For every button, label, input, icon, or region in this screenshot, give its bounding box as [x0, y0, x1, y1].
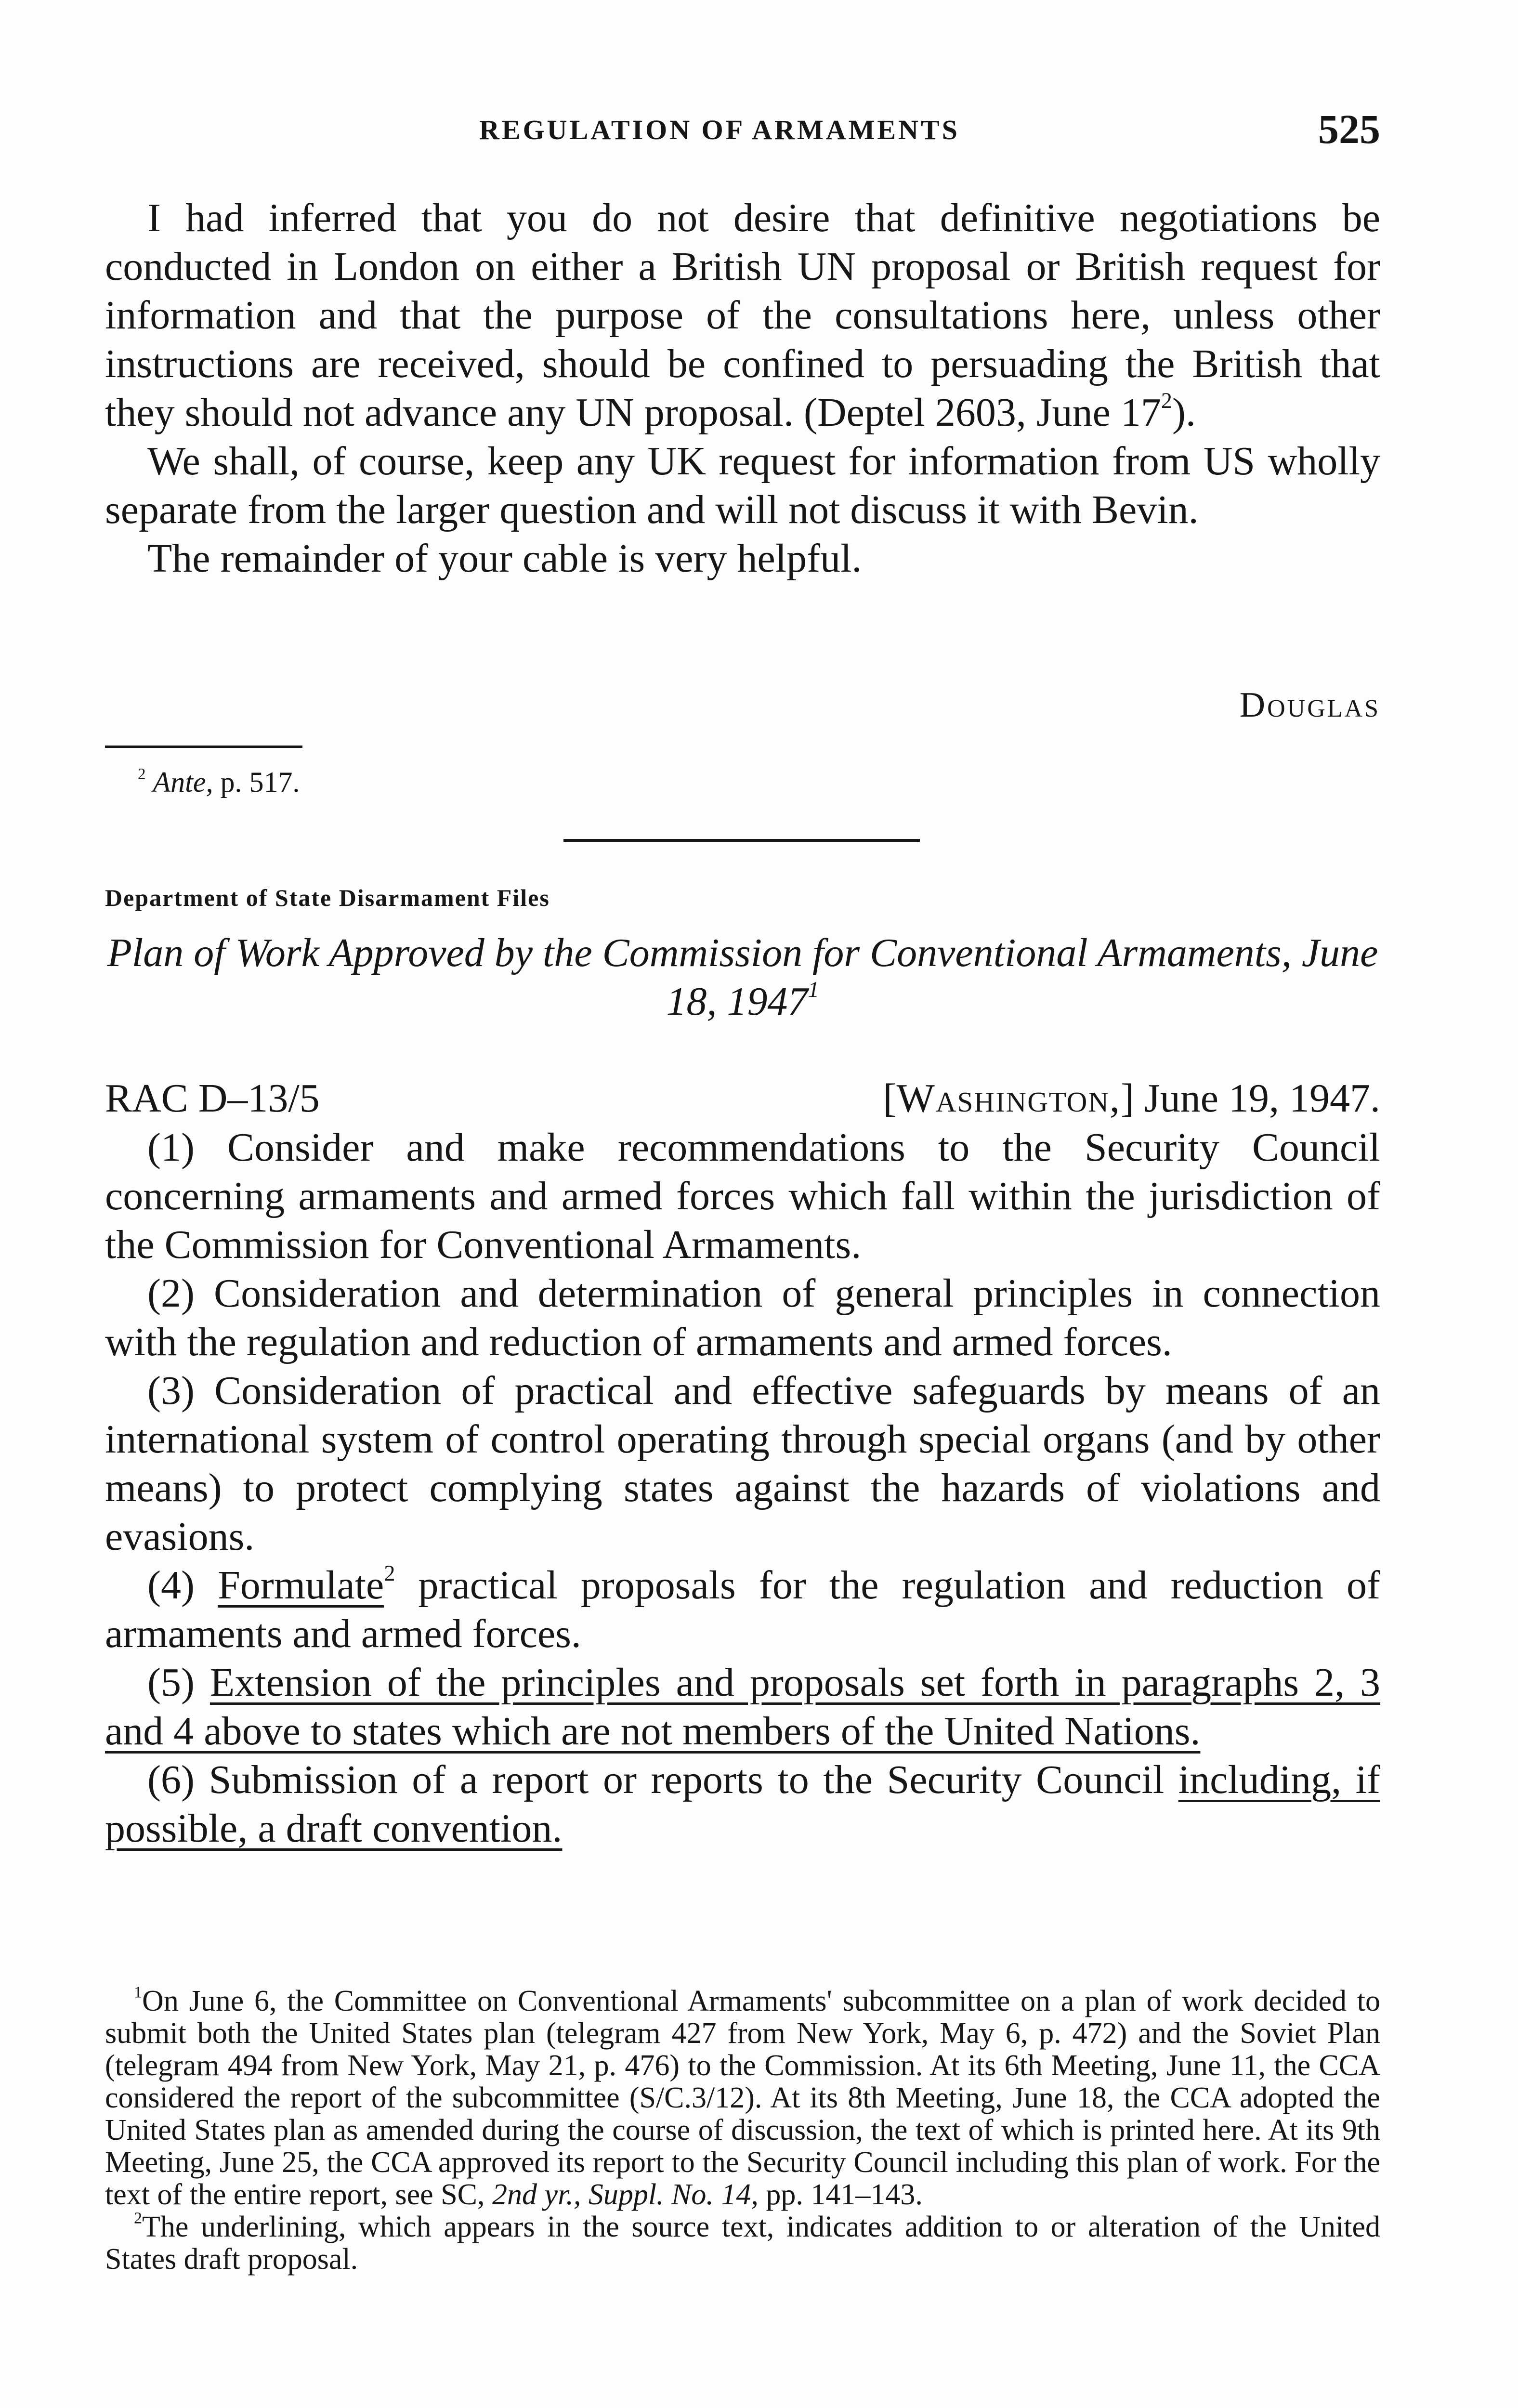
- page-number: 525: [1318, 106, 1380, 152]
- footnote-ante: $^2$ Ante, p. 517.: [138, 765, 300, 798]
- footnote-divider: [105, 746, 302, 748]
- plan-item-1: (1) Consider and make recommendations to the Security Council concerning armaments and armed forces which fall within the jurisdiction of the Commission for Conventional Armaments.: [105, 1125, 1381, 1267]
- footnote-2: $^2$The underlining, which appears in the source text, indicates addition to or alteration of the United States draft proposal.: [105, 2209, 1380, 2276]
- letter-paragraph-2: We shall, of course, keep any UK request for information from US wholly separate from the larger question and will not discuss it with Bevin.: [105, 439, 1380, 532]
- footnote-ref: 1: [808, 977, 819, 1002]
- plan-items: [105, 1123, 1380, 1853]
- document-dateline: [Washington,] June 19, 1947.: [883, 1076, 1380, 1121]
- plan-item-4: (4) Formulate$^2$ practical proposals for the regulation and reduction of armaments and armed forces.: [105, 1561, 1380, 1656]
- document-title: Plan of Work Approved by the Commission for Conventional Armaments, June 18, 1947$^1$: [107, 930, 1378, 1024]
- plan-item-6: (6) Submission of a report or reports to the Security Council including, if possible, a draft convention.: [105, 1757, 1381, 1851]
- plan-item-5: (5) Extension of the principles and proposals set forth in paragraphs 2, 3 and 4 above to states which are not members of the United Nations.: [105, 1660, 1381, 1754]
- signature: Douglas: [1239, 685, 1380, 725]
- letter-paragraph-1: I had inferred that you do not desire that definitive negotiations be conducted in London on either a British UN proposal or British request for information and that the purpose of the consultations here, unless other instructions are received, should be confined to persuading the British that they should not advance any UN proposal. (Deptel 2603, June $17^2$).: [105, 196, 1380, 435]
- source-line: Department of State Disarmament Files: [105, 884, 550, 911]
- section-divider: [563, 839, 920, 842]
- plan-item-2: (2) Consideration and determination of general principles in connection with the regulation and reduction of armaments and armed forces.: [105, 1271, 1380, 1364]
- footnote-1: $^1$On June 6, the Committee on Conventional Armaments' subcommittee on a plan of work decided to submit both the United States plan (telegram 427 from New York, May 6, p. 472) and the Soviet Plan (telegram 494 from New York, May 21, p. 476) to the Commission. At its 6th Meeting, June 11, the CCA considered the report of the subcommittee (S/C.3/12). At its 8th Meeting, June 18, the CCA adopted the United States plan as amended during the course of discussion, the text of which is printed here. At its 9th Meeting, June 25, the CCA approved its report to the Security Council including this plan of work. For the text of the entire report, see SC, 2nd yr., Suppl. No. 14, pp. 141–143.: [105, 1983, 1380, 2211]
- document-id: RAC D–13/5: [105, 1076, 320, 1121]
- footnote-ref: 2: [1161, 388, 1172, 413]
- footnotes: [105, 1985, 1380, 2276]
- plan-item-3: (3) Consideration of practical and effective safeguards by means of an international system of control operating through special organs (and by other means) to protect complying states against the hazards of violations and evasions.: [105, 1368, 1381, 1559]
- letter-body: [105, 194, 1380, 583]
- letter-paragraph-3: The remainder of your cable is very helpful.: [147, 536, 862, 581]
- running-head: REGULATION OF ARMAMENTS: [479, 114, 960, 145]
